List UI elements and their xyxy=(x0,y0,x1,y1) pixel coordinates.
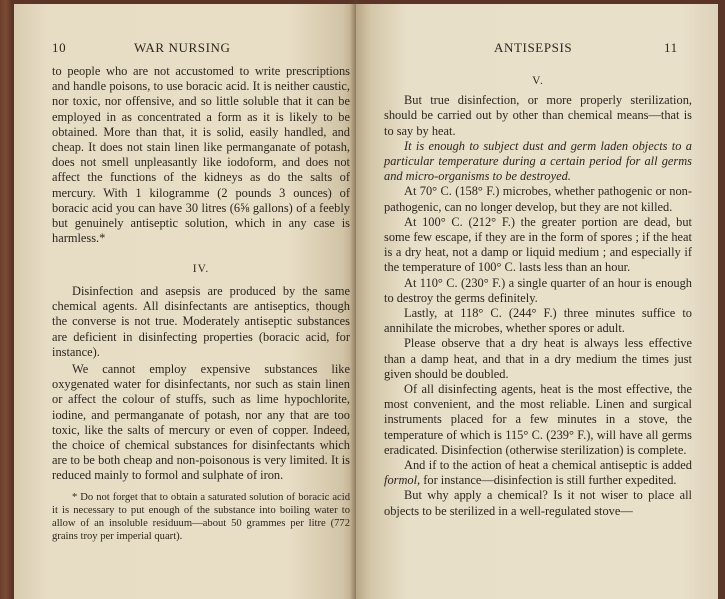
right-paragraph-9 xyxy=(384,458,692,488)
left-page xyxy=(14,4,356,599)
left-page-number: 10 xyxy=(52,40,67,55)
right-paragraph-9-start: And if to the action of heat a chemical antiseptic is added xyxy=(404,458,692,473)
right-page-number: 11 xyxy=(664,40,678,55)
left-body-text-2 xyxy=(52,284,350,484)
right-paragraph-3: At 70° C. (158° F.) microbes, whether pathogenic or non-pathogenic, can no longer develop, but they are not killed. xyxy=(384,184,692,214)
right-running-title: ANTISEPSIS xyxy=(494,40,573,55)
footnote-text: * Do not forget that to obtain a saturated solution of boracic acid it is necessary to put enough of the substance into boiling water to allow of an insoluble residuum—about 50 grammes per litre (772 grains troy per imperial quart). xyxy=(52,492,350,542)
left-footnote xyxy=(52,491,350,543)
right-paragraph-9-em: formol xyxy=(384,473,418,488)
left-running-title: WAR NURSING xyxy=(134,40,231,55)
left-section-iv xyxy=(52,262,350,277)
left-paragraph-2: Disinfection and asepsis are produced by the same chemical agents. All disinfectants are antiseptics, though the converse is not true. Moderately antiseptic substances are deficient in disinfecting properties (boracic acid, for instance). xyxy=(52,284,350,359)
right-paragraph-2-wrap xyxy=(384,139,692,185)
right-paragraph-6: Lastly, at 118° C. (244° F.) three minutes suffice to annihilate the microbes, whether spores or adult. xyxy=(384,306,692,336)
right-paragraph-7: Please observe that a dry heat is always less effective than a damp heat, and that in a dry medium the times just given should be doubled. xyxy=(384,336,692,381)
right-page xyxy=(356,4,718,599)
right-body-text xyxy=(384,74,692,519)
right-paragraph-1: But true disinfection, or more properly sterilization, should be carried out by other than chemical means—that is to say by heat. xyxy=(384,93,692,138)
right-paragraph-5: At 110° C. (230° F.) a single quarter of an hour is enough to destroy the germs definitely. xyxy=(384,275,692,305)
right-paragraph-9-end: , for instance—disinfection is still further expedited. xyxy=(417,473,677,488)
right-paragraph-4: At 100° C. (212° F.) the greater portion are dead, but some few escape, if they are in the form of spores ; if the heat is a dry heat, not a damp or liquid medium ; and especially if the temperature of 100° C. lasts less than an hour. xyxy=(384,214,692,275)
left-body-text xyxy=(52,64,350,246)
left-paragraph-3: We cannot employ expensive substances like oxygenated water for disinfectants, nor such as stain linen or affect the colour of stuffs, such as lime hypochlorite, iodine, and permanganate of potash, nor any that are too toxic, like the salts of mercury or even of copper. Indeed, the choice of chemical substances for disinfectants which are to be both cheap and non-poisonous is very limited. It is reduced mainly to formol and sulphate of iron. xyxy=(52,362,350,483)
right-paragraph-8: Of all disinfecting agents, heat is the most effective, the most convenient, and the most reliable. Linen and surgical instruments placed for a few minutes in a stove, the temperature of which is 115° C. (239° F.), will have all germs eradicated. Disinfection (otherwise sterilization) is complete. xyxy=(384,382,692,457)
left-paragraph-1: to people who are not accustomed to write prescriptions and handle poisons, to use boracic acid. It is neither caustic, nor toxic, nor offensive, and so little soluble that it can be employed in as concentrated a form as it is likely to be obtained. More than that, it is solid, easily handled, and cheap. It does not stain linen like permanganate of potash, does not smell unpleasantly like iodoform, and does not affect the functions of the kidneys as do the salts of mercury. With 1 kilogramme (2 pounds 3 ounces) of boracic acid you can have 30 litres (6⅝ gallons) of a feebly but genuinely antiseptic solution, which in any case is harmless.* xyxy=(52,64,350,246)
section-heading-v: V. xyxy=(532,75,544,87)
right-paragraph-2: It is enough to subject dust and germ laden objects to a particular temperature during a certain period for all germs and micro-organisms to be destroyed. xyxy=(384,138,692,184)
section-heading-iv: IV. xyxy=(192,263,210,275)
right-paragraph-10: But why apply a chemical? Is it not wiser to place all objects to be sterilized in a well-regulated stove— xyxy=(384,488,692,518)
